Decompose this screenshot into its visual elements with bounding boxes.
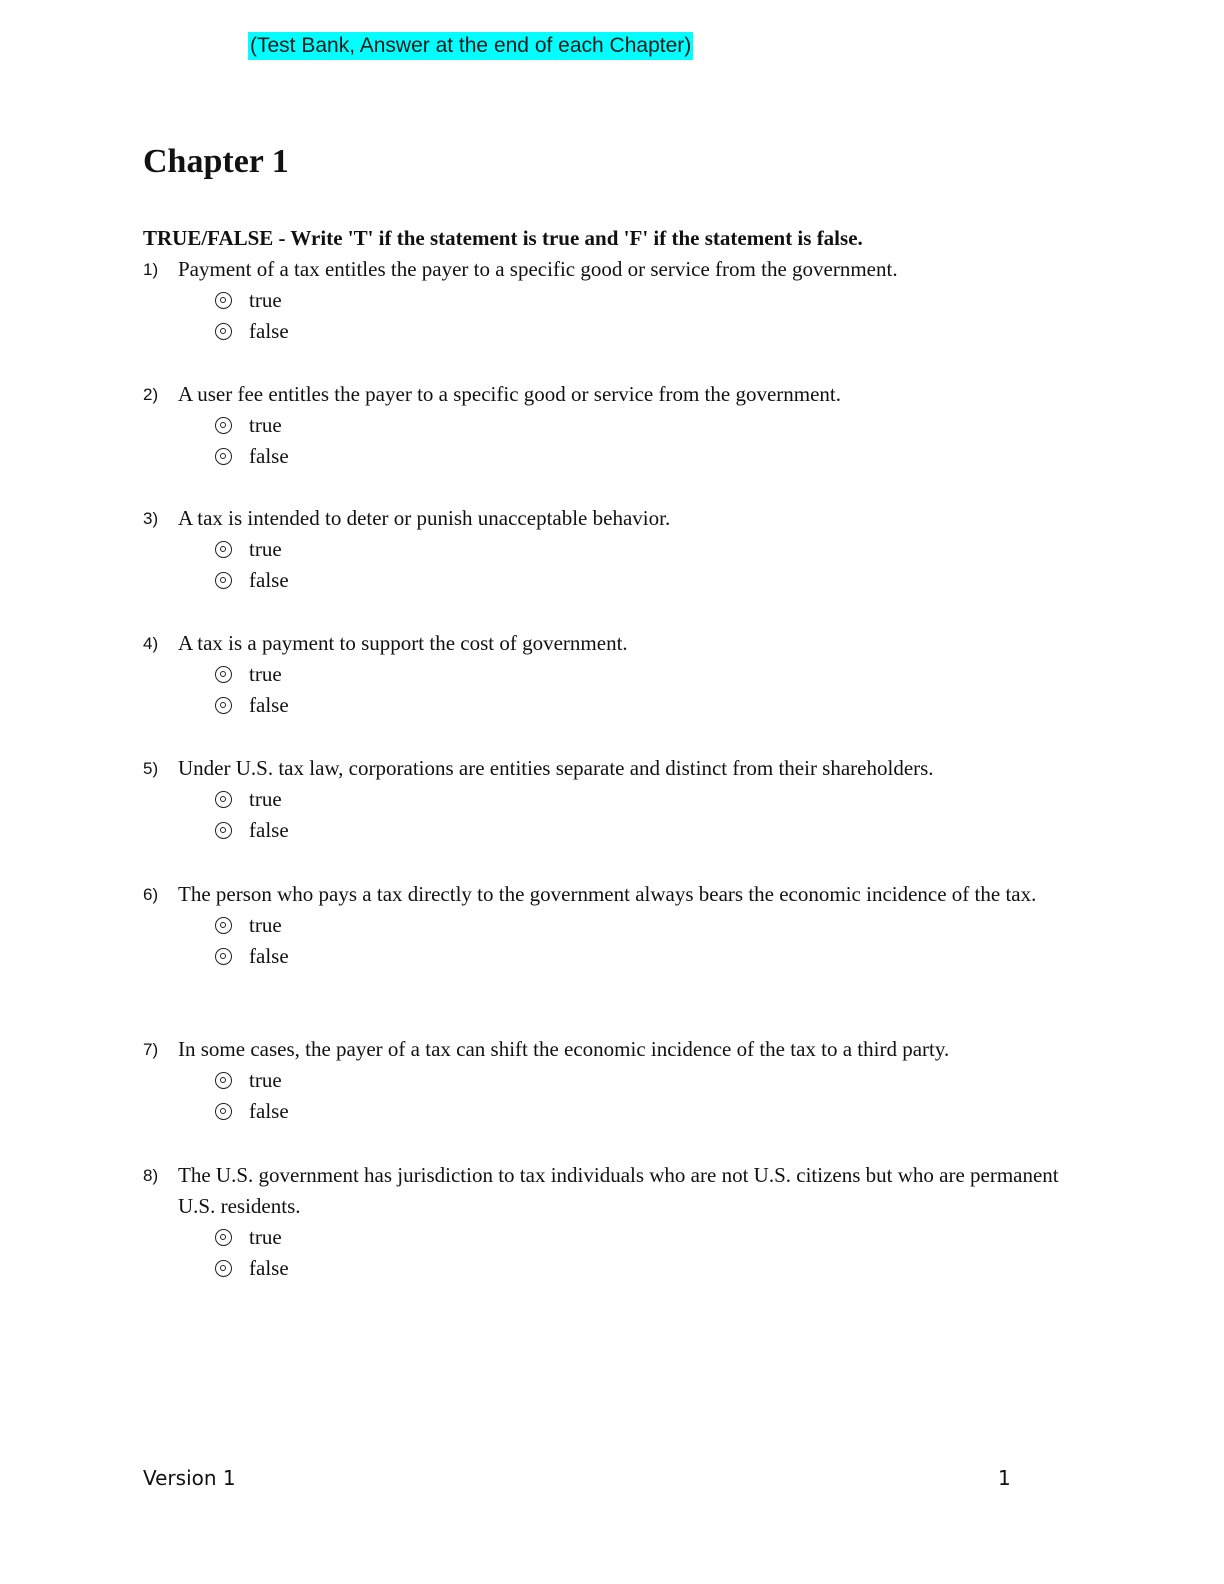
radio-icon[interactable] bbox=[215, 666, 232, 683]
footer-version: Version 1 bbox=[143, 1466, 236, 1490]
question-text: A tax is intended to deter or punish unacceptable behavior. bbox=[178, 506, 671, 530]
radio-icon[interactable] bbox=[215, 697, 232, 714]
option-label: false bbox=[249, 693, 289, 717]
question-8 bbox=[143, 1160, 1083, 1284]
radio-icon[interactable] bbox=[215, 1260, 232, 1277]
question-number: 1) bbox=[143, 260, 159, 279]
radio-icon[interactable] bbox=[215, 323, 232, 340]
option-label: false bbox=[249, 1256, 289, 1280]
option-true[interactable] bbox=[215, 285, 1083, 316]
option-true[interactable] bbox=[215, 659, 1083, 690]
question-5 bbox=[143, 753, 1083, 846]
option-label: true bbox=[249, 662, 282, 686]
option-label: true bbox=[249, 1225, 282, 1249]
option-label: false bbox=[249, 1099, 289, 1123]
option-false[interactable] bbox=[215, 815, 1083, 846]
option-label: false bbox=[249, 568, 289, 592]
radio-icon[interactable] bbox=[215, 448, 232, 465]
question-number: 4) bbox=[143, 634, 159, 653]
question-text: In some cases, the payer of a tax can shift the economic incidence of the tax to a third party. bbox=[178, 1037, 950, 1061]
option-label: false bbox=[249, 444, 289, 468]
option-label: true bbox=[249, 1068, 282, 1092]
question-text: Payment of a tax entitles the payer to a specific good or service from the government. bbox=[178, 257, 898, 281]
option-true[interactable] bbox=[215, 784, 1083, 815]
question-text: A user fee entitles the payer to a specific good or service from the government. bbox=[178, 382, 842, 406]
question-3 bbox=[143, 503, 1083, 596]
question-7 bbox=[143, 1034, 1083, 1127]
question-6 bbox=[143, 879, 1083, 972]
option-true[interactable] bbox=[215, 1222, 1083, 1253]
radio-icon[interactable] bbox=[215, 948, 232, 965]
radio-icon[interactable] bbox=[215, 541, 232, 558]
option-label: true bbox=[249, 787, 282, 811]
option-false[interactable] bbox=[215, 441, 1083, 472]
section-instructions: TRUE/FALSE - Write 'T' if the statement is true and 'F' if the statement is false. bbox=[143, 226, 863, 250]
option-true[interactable] bbox=[215, 534, 1083, 565]
radio-icon[interactable] bbox=[215, 1103, 232, 1120]
option-label: false bbox=[249, 944, 289, 968]
question-text: Under U.S. tax law, corporations are entities separate and distinct from their shareholders. bbox=[178, 756, 934, 780]
radio-icon[interactable] bbox=[215, 822, 232, 839]
question-4 bbox=[143, 628, 1083, 721]
question-number: 5) bbox=[143, 759, 159, 778]
option-false[interactable] bbox=[215, 690, 1083, 721]
option-false[interactable] bbox=[215, 1096, 1083, 1127]
question-number: 2) bbox=[143, 385, 159, 404]
radio-icon[interactable] bbox=[215, 1229, 232, 1246]
question-number: 8) bbox=[143, 1166, 159, 1185]
question-number: 7) bbox=[143, 1040, 159, 1059]
radio-icon[interactable] bbox=[215, 417, 232, 434]
question-number: 6) bbox=[143, 885, 159, 904]
option-true[interactable] bbox=[215, 1065, 1083, 1096]
option-false[interactable] bbox=[215, 316, 1083, 347]
option-false[interactable] bbox=[215, 565, 1083, 596]
question-1 bbox=[143, 254, 1083, 347]
option-label: true bbox=[249, 537, 282, 561]
option-label: false bbox=[249, 818, 289, 842]
radio-icon[interactable] bbox=[215, 292, 232, 309]
option-true[interactable] bbox=[215, 410, 1083, 441]
question-text: The U.S. government has jurisdiction to tax individuals who are not U.S. citizens but who are permanent U.S. residents. bbox=[178, 1163, 1059, 1218]
option-label: true bbox=[249, 413, 282, 437]
radio-icon[interactable] bbox=[215, 1072, 232, 1089]
question-text: A tax is a payment to support the cost of government. bbox=[178, 631, 628, 655]
footer-page-number: 1 bbox=[998, 1466, 1011, 1490]
question-text: The person who pays a tax directly to the government always bears the economic incidence of the tax. bbox=[178, 882, 1037, 906]
option-true[interactable] bbox=[215, 910, 1083, 941]
radio-icon[interactable] bbox=[215, 917, 232, 934]
test-bank-note: (Test Bank, Answer at the end of each Chapter) bbox=[248, 32, 693, 60]
chapter-title: Chapter 1 bbox=[143, 143, 289, 180]
option-false[interactable] bbox=[215, 1253, 1083, 1284]
option-label: false bbox=[249, 319, 289, 343]
radio-icon[interactable] bbox=[215, 572, 232, 589]
option-label: true bbox=[249, 913, 282, 937]
option-label: true bbox=[249, 288, 282, 312]
radio-icon[interactable] bbox=[215, 791, 232, 808]
question-2 bbox=[143, 379, 1083, 472]
question-number: 3) bbox=[143, 509, 159, 528]
option-false[interactable] bbox=[215, 941, 1083, 972]
